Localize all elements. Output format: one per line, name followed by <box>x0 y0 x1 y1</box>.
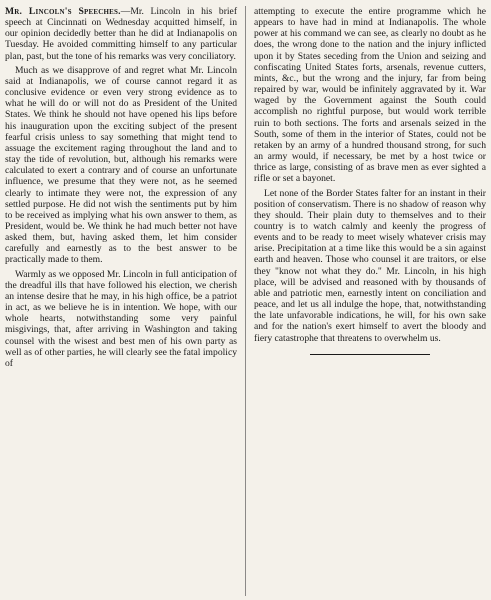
article-title: Mr. Lincoln's Speeches. <box>5 6 121 17</box>
column-rule <box>245 6 246 596</box>
opening-paragraph-text: —Mr. Lincoln in his brief speech at Cincinnati on Wednesday acquitted himself, in our opinion decidedly better than he did at Indianapolis on Tuesday. He avoided committing himself to any particular plan, past, but the tone of his remarks was very conciliatory. <box>5 6 238 62</box>
opening-paragraph <box>5 6 237 62</box>
left-column <box>5 6 237 596</box>
paragraph-patriot-hope: Warmly as we opposed Mr. Lincoln in full anticipation of the dreadful ills that have followed his election, we cherish an intense desire that he may, in his high office, be a patriot in act, as we believe he is in intention. We hope, with our whole hearts, notwithstanding some very painful misgivings, that, after arriving in Washington and taking counsel with the wisest and best men of his own party as well as of other parties, he will clearly see the fatal impolicy of <box>5 268 237 369</box>
section-divider <box>310 354 430 355</box>
right-column <box>254 6 486 596</box>
paragraph-war-impolicy: attempting to execute the entire programme which he appears to have had in mind at Indianapolis. The whole power at his command we can see, as clearly no doubt as he does, the wrong done to the nation and the injury inflicted upon it by States seceding from the Union and seizing and confiscating United States forts, arsenals, revenue cutters, mints, &c., but the wrong and the injury, far from being repaired by war, would be infinitely aggravated by it. War waged by the Government against the South could accomplish no rightful purpose, but would work terrible ruin to both sections. The forts and arsenals seized in the South, some of them in the interior of States, could not be retaken by an army of a hundred thousand strong, for such an army would, if necessary, be met by a host twice or thrice as large, consisting of as brave men as ever sighted a rifle or set a bayonet. <box>254 6 486 185</box>
paragraph-border-states: Let none of the Border States falter for an instant in their position of conservatism. There is no shadow of reason why they should. Their plain duty to themselves and to their country is to watch calmly and keenly the progress of events and to be ready to meet wisely whatever crisis may arise. Precipitation at a time like this would be a sin against earth and heaven. Those who counsel it are traitors, or else they "know not what they do." Mr. Lincoln, in his high place, will be advised and reasoned with by thousands of able and patriotic men, earnestly intent on conciliation and peace, and let us all indulge the hope, that, notwithstanding the late unfavorable indications, he will, for his own sake and for the nation's exert himself to avert the bloody and fiery catastrophe that threatens to overwhelm us. <box>254 187 486 344</box>
paragraph-disapproval: Much as we disapprove of and regret what Mr. Lincoln said at Indianapolis, we of course cannot regard it as conclusive evidence or even very strong evidence as to what he will do or will not do as President of the United States. We think he should not have opened his lips before his inauguration upon the exciting subject of the present fearful crisis unless to say something that might tend to assuage the excitement raging throughout the land and to stay the tide of revolution, but, although his remarks were calculated to exert a contrary and of course an unfortunate influence, we presume that they were not, as he seemed clearly to intimate they were not, the expression of any settled purpose. He did not wish the sentiments put by him to be received as implying what his own answer to them, as President, would be. We think he had much better not have asked them, but, having asked them, let him consider carefully and earnestly as to the best answer to be practically made to them. <box>5 64 237 266</box>
